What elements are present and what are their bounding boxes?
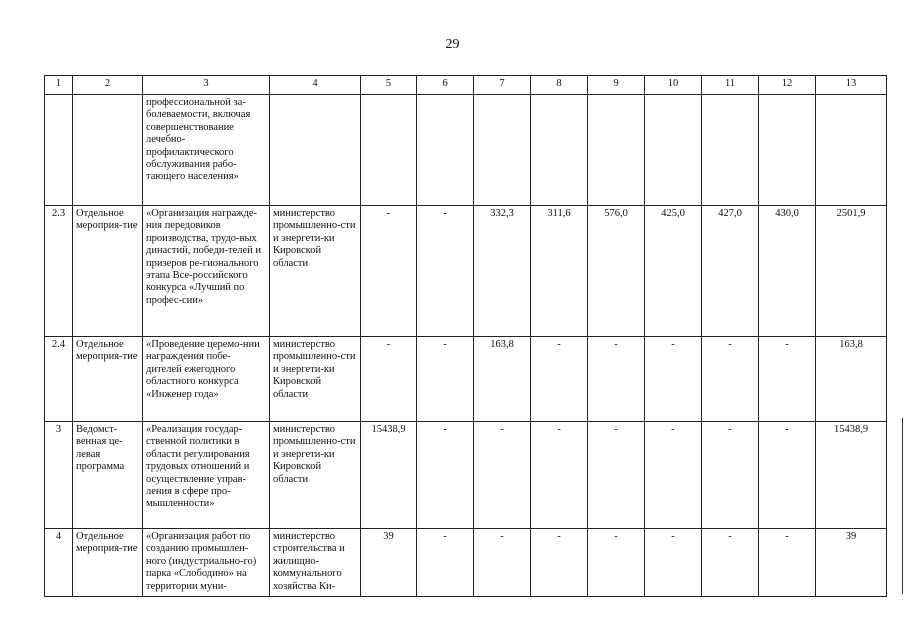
table-row <box>45 206 887 337</box>
col-9-cell: 576,0 <box>588 206 645 337</box>
margin-rule <box>902 418 903 594</box>
total-cell: 15438,9 <box>816 422 887 529</box>
page-number: 29 <box>445 37 460 52</box>
activity-type-cell: Отдельное мероприя-тие <box>73 337 143 422</box>
col-6-cell: - <box>417 337 474 422</box>
activity-name-cell: профессиональной за-болеваемости, включая совершенствование лечебно-профилактического обслуживания рабо-тающего населения» <box>143 95 270 206</box>
header-cell-2: 2 <box>73 76 143 95</box>
total-cell <box>816 95 887 206</box>
header-row <box>45 76 887 95</box>
col-11-cell <box>702 95 759 206</box>
col-9-cell: - <box>588 529 645 597</box>
header-cell-6: 6 <box>417 76 474 95</box>
header-cell-7: 7 <box>474 76 531 95</box>
table-row <box>45 422 887 529</box>
col-9-cell: - <box>588 337 645 422</box>
col-8-cell: - <box>531 422 588 529</box>
col-7-cell: 163,8 <box>474 337 531 422</box>
total-cell: 39 <box>816 529 887 597</box>
col-10-cell: 425,0 <box>645 206 702 337</box>
header-cell-11: 11 <box>702 76 759 95</box>
responsible-cell <box>270 95 361 206</box>
header-cell-4: 4 <box>270 76 361 95</box>
table-row <box>45 95 887 206</box>
program-activities-table <box>44 75 887 597</box>
col-6-cell: - <box>417 422 474 529</box>
col-6-cell: - <box>417 206 474 337</box>
activity-name-cell: «Организация работ по созданию промышлен-ного (индустриально-го) парка «Слободино» на территории муни- <box>143 529 270 597</box>
col-5-cell: - <box>361 337 417 422</box>
header-cell-10: 10 <box>645 76 702 95</box>
responsible-cell: министерство строительства и жилищно-коммунального хозяйства Ки- <box>270 529 361 597</box>
total-cell: 2501,9 <box>816 206 887 337</box>
col-12-cell: - <box>759 529 816 597</box>
col-12-cell <box>759 95 816 206</box>
activity-type-cell: Отдельное мероприя-тие <box>73 206 143 337</box>
header-cell-1: 1 <box>45 76 73 95</box>
col-10-cell: - <box>645 337 702 422</box>
header-cell-9: 9 <box>588 76 645 95</box>
col-5-cell <box>361 95 417 206</box>
col-11-cell: - <box>702 529 759 597</box>
activity-name-cell: «Реализация государ-ственной политики в области регулирования трудовых отношений и осуществление управ-ления в сфере про-мышленности» <box>143 422 270 529</box>
col-6-cell: - <box>417 529 474 597</box>
col-8-cell: - <box>531 337 588 422</box>
table-row <box>45 529 887 597</box>
row-number-cell: 4 <box>45 529 73 597</box>
col-7-cell <box>474 95 531 206</box>
activity-name-cell: «Проведение церемо-нии награждения побе-дителей ежегодного областного конкурса «Инженер года» <box>143 337 270 422</box>
row-number-cell: 3 <box>45 422 73 529</box>
col-5-cell: 39 <box>361 529 417 597</box>
col-12-cell: - <box>759 337 816 422</box>
header-cell-13: 13 <box>816 76 887 95</box>
header-cell-3: 3 <box>143 76 270 95</box>
col-7-cell: - <box>474 529 531 597</box>
col-10-cell: - <box>645 529 702 597</box>
table-row <box>45 337 887 422</box>
col-11-cell: 427,0 <box>702 206 759 337</box>
col-8-cell: 311,6 <box>531 206 588 337</box>
col-9-cell: - <box>588 422 645 529</box>
col-5-cell: - <box>361 206 417 337</box>
col-6-cell <box>417 95 474 206</box>
col-12-cell: - <box>759 422 816 529</box>
col-7-cell: 332,3 <box>474 206 531 337</box>
col-11-cell: - <box>702 422 759 529</box>
activity-type-cell <box>73 95 143 206</box>
header-cell-5: 5 <box>361 76 417 95</box>
col-8-cell <box>531 95 588 206</box>
row-number-cell: 2.4 <box>45 337 73 422</box>
col-5-cell: 15438,9 <box>361 422 417 529</box>
col-7-cell: - <box>474 422 531 529</box>
responsible-cell: министерство промышленно-сти и энергети-ки Кировской области <box>270 206 361 337</box>
total-cell: 163,8 <box>816 337 887 422</box>
col-11-cell: - <box>702 337 759 422</box>
header-cell-8: 8 <box>531 76 588 95</box>
col-10-cell <box>645 95 702 206</box>
col-12-cell: 430,0 <box>759 206 816 337</box>
activity-name-cell: «Организация награжде-ния передовиков производства, трудо-вых династий, победи-телей и призеров ре-гионального этапа Все-российского конкурса «Лучший по профес-сии» <box>143 206 270 337</box>
activity-type-cell: Отдельное мероприя-тие <box>73 529 143 597</box>
col-9-cell <box>588 95 645 206</box>
col-8-cell: - <box>531 529 588 597</box>
row-number-cell <box>45 95 73 206</box>
col-10-cell: - <box>645 422 702 529</box>
activity-type-cell: Ведомст-венная це-левая программа <box>73 422 143 529</box>
responsible-cell: министерство промышленно-сти и энергети-ки Кировской области <box>270 422 361 529</box>
header-cell-12: 12 <box>759 76 816 95</box>
responsible-cell: министерство промышленно-сти и энергети-ки Кировской области <box>270 337 361 422</box>
row-number-cell: 2.3 <box>45 206 73 337</box>
